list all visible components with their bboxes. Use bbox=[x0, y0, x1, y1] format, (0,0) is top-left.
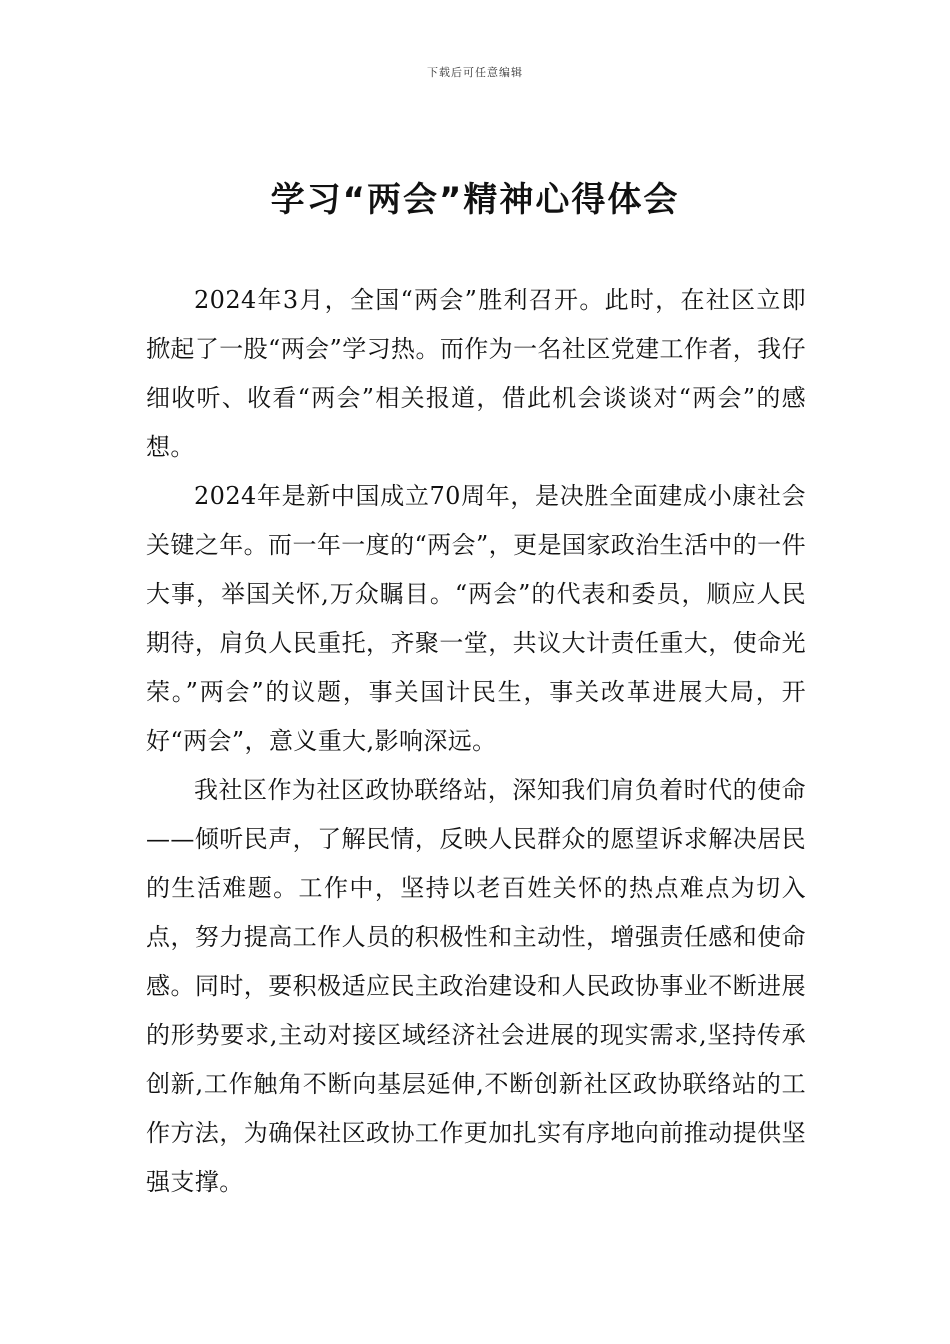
document-body bbox=[146, 276, 806, 1207]
document-title: 学习“两会”精神心得体会 bbox=[270, 180, 680, 220]
paragraph-2: 2024年是新中国成立70周年，是决胜全面建成小康社会关键之年。而一年一度的“两会”，更是国家政治生活中的一件大事，举国关怀,万众瞩目。“两会”的代表和委员，顺应人民期待，肩负人民重托，齐聚一堂，共议大计责任重大，使命光荣。”两会”的议题，事关国计民生，事关改革进展大局，开好“两会”，意义重大,影响深远。 bbox=[146, 482, 806, 755]
paragraph-3: 我社区作为社区政协联络站，深知我们肩负着时代的使命——倾听民声，了解民情，反映人民群众的愿望诉求解决居民的生活难题。工作中，坚持以老百姓关怀的热点难点为切入点，努力提高工作人员的积极性和主动性，增强责任感和使命感。同时，要积极适应民主政治建设和人民政协事业不断进展的形势要求,主动对接区域经济社会进展的现实需求,坚持传承创新,工作触角不断向基层延伸,不断创新社区政协联络站的工作方法，为确保社区政协工作更加扎实有序地向前推动提供坚强支撑。 bbox=[146, 776, 806, 1196]
paragraph-1: 2024年3月，全国“两会”胜利召开。此时，在社区立即掀起了一股“两会”学习热。而作为一名社区党建工作者，我仔细收听、收看“两会”相关报道，借此机会谈谈对“两会”的感想。 bbox=[146, 286, 806, 461]
page-header-note: 下载后可任意编辑 bbox=[427, 66, 523, 79]
